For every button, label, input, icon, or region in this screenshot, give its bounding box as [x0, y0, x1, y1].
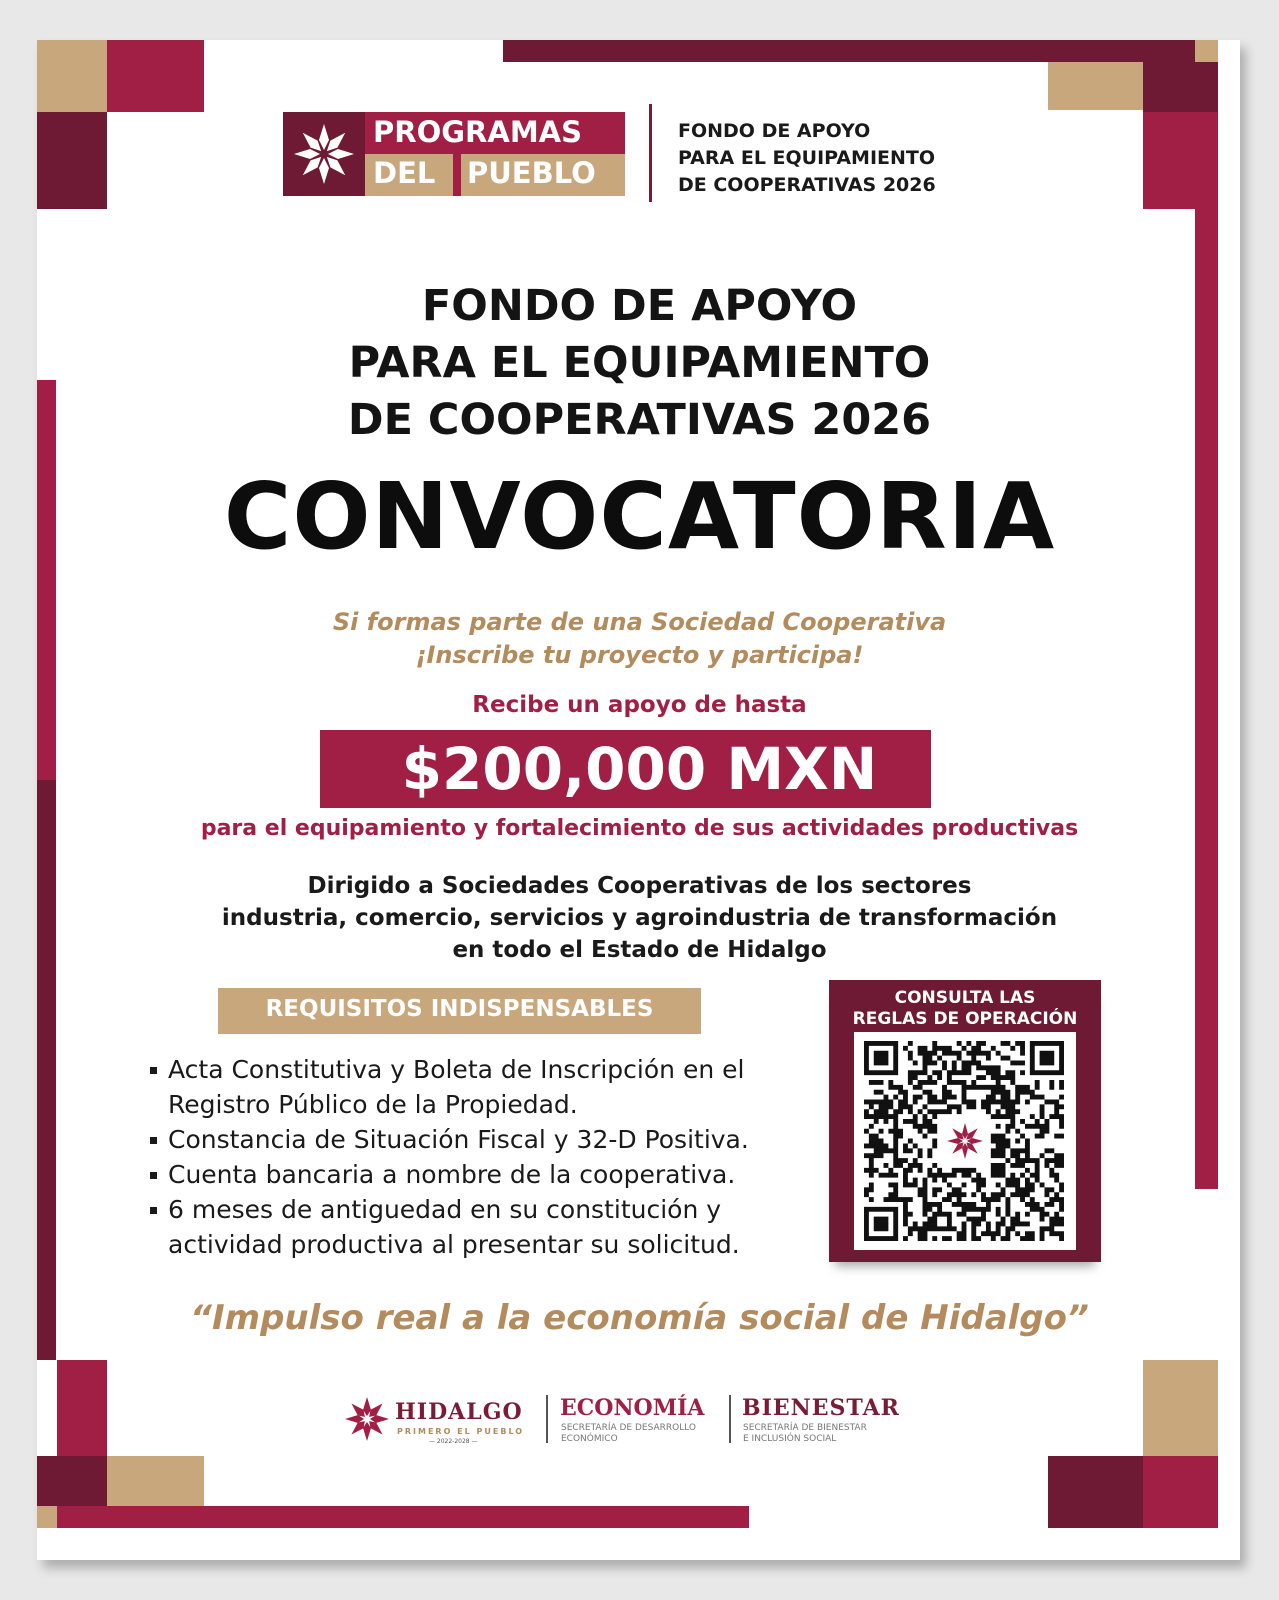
corner-block [107, 40, 204, 112]
corner-block [1143, 112, 1218, 209]
qr-caption-line: CONSULTA LAS [894, 988, 1036, 1008]
programas-del-pueblo-logo [283, 112, 625, 196]
requirement-line: Registro Público de la Propiedad. [168, 1090, 578, 1119]
qr-frame [854, 1032, 1076, 1250]
footer-sub-line: ECONÓMICO [561, 1434, 618, 1444]
audience-line: industria, comercio, servicios y agroindustria de transformación [221, 905, 1058, 931]
header-divider [649, 104, 652, 202]
slogan: “Impulso real a la economía social de Hidalgo” [190, 1298, 1089, 1338]
requirement-line: Constancia de Situación Fiscal y 32-D Positiva. [168, 1125, 749, 1154]
requirement-item [148, 1157, 808, 1192]
audience-text [0, 870, 1279, 966]
footer-bienestar-sub [743, 1423, 867, 1445]
corner-block [1195, 40, 1218, 62]
top-border-bar [503, 40, 1178, 62]
corner-block [37, 40, 107, 112]
corner-block [57, 1360, 107, 1456]
requirement-line: 6 meses de antiguedad en su constitución y [168, 1195, 722, 1224]
headline: CONVOCATORIA [223, 463, 1056, 570]
title-line: DE COOPERATIVAS 2026 [347, 395, 932, 445]
requirement-item [148, 1122, 808, 1157]
requirement-line: Acta Constitutiva y Boleta de Inscripción en el [168, 1055, 745, 1084]
page-title [0, 278, 1279, 449]
bottom-border-bar [37, 1506, 749, 1528]
requirement-line: actividad productiva al presentar su solicitud. [168, 1230, 740, 1259]
logo-line2-a: DEL [373, 156, 436, 190]
intro-text [0, 606, 1279, 672]
corner-block [37, 112, 107, 209]
footer-logos [343, 1393, 913, 1449]
footer-divider [729, 1395, 731, 1443]
qr-caption [829, 988, 1101, 1030]
footer-hidalgo: HIDALGO [395, 1399, 523, 1425]
logo-divider [453, 154, 461, 196]
corner-block [107, 1456, 204, 1506]
logo-line1: PROGRAMAS [373, 115, 583, 149]
header-side-line: PARA EL EQUIPAMIENTO [678, 147, 936, 169]
footer-economia: ECONOMÍA [560, 1395, 705, 1421]
requirement-item [148, 1052, 808, 1122]
footer-divider [546, 1395, 548, 1443]
footer-sub-line: E INCLUSIÓN SOCIAL [743, 1434, 837, 1444]
qr-code-icon[interactable] [864, 1041, 1066, 1241]
requirements-heading: REQUISITOS INDISPENSABLES [265, 996, 654, 1022]
amount-purpose: para el equipamiento y fortalecimiento de sus actividades productivas [200, 816, 1079, 841]
audience-line: Dirigido a Sociedades Cooperativas de los sectores [307, 873, 972, 899]
title-line: FONDO DE APOYO [421, 281, 858, 331]
corner-block [1143, 1456, 1218, 1528]
footer-sub-line: SECRETARÍA DE BIENESTAR [743, 1423, 867, 1433]
requirement-item [148, 1192, 808, 1262]
logo-line2-b: PUEBLO [467, 156, 596, 190]
requirements-list [148, 1052, 808, 1262]
corner-block [1143, 1360, 1218, 1456]
footer-sub-line: SECRETARÍA DE DESARROLLO [561, 1423, 697, 1433]
corner-block [1048, 1456, 1143, 1528]
audience-line: en todo el Estado de Hidalgo [452, 937, 827, 963]
star-flower-icon [283, 112, 365, 196]
header-side-line: FONDO DE APOYO [678, 120, 871, 142]
corner-block [37, 1506, 57, 1528]
hidalgo-star-icon [343, 1395, 391, 1443]
title-line: PARA EL EQUIPAMIENTO [348, 338, 931, 388]
corner-block [1048, 62, 1143, 110]
intro-line: ¡Inscribe tu proyecto y participa! [415, 641, 864, 669]
header-side-line: DE COOPERATIVAS 2026 [678, 174, 936, 196]
header-side-title [678, 118, 936, 199]
amount-lead: Recibe un apoyo de hasta [472, 692, 807, 718]
footer-economia-sub [561, 1423, 696, 1445]
footer-hidalgo-years: — 2022-2028 — [429, 1438, 478, 1445]
logo-emblem-box [283, 112, 365, 196]
footer-hidalgo-sub: PRIMERO EL PUEBLO [397, 1427, 525, 1436]
left-border-bar [37, 780, 56, 1360]
intro-line: Si formas parte de una Sociedad Cooperativa [332, 608, 947, 636]
amount-value: $200,000 MXN [401, 735, 878, 803]
footer-bienestar: BIENESTAR [742, 1395, 900, 1421]
requirement-line: Cuenta bancaria a nombre de la cooperativa. [168, 1160, 736, 1189]
qr-caption-line: REGLAS DE OPERACIÓN [852, 1009, 1078, 1029]
